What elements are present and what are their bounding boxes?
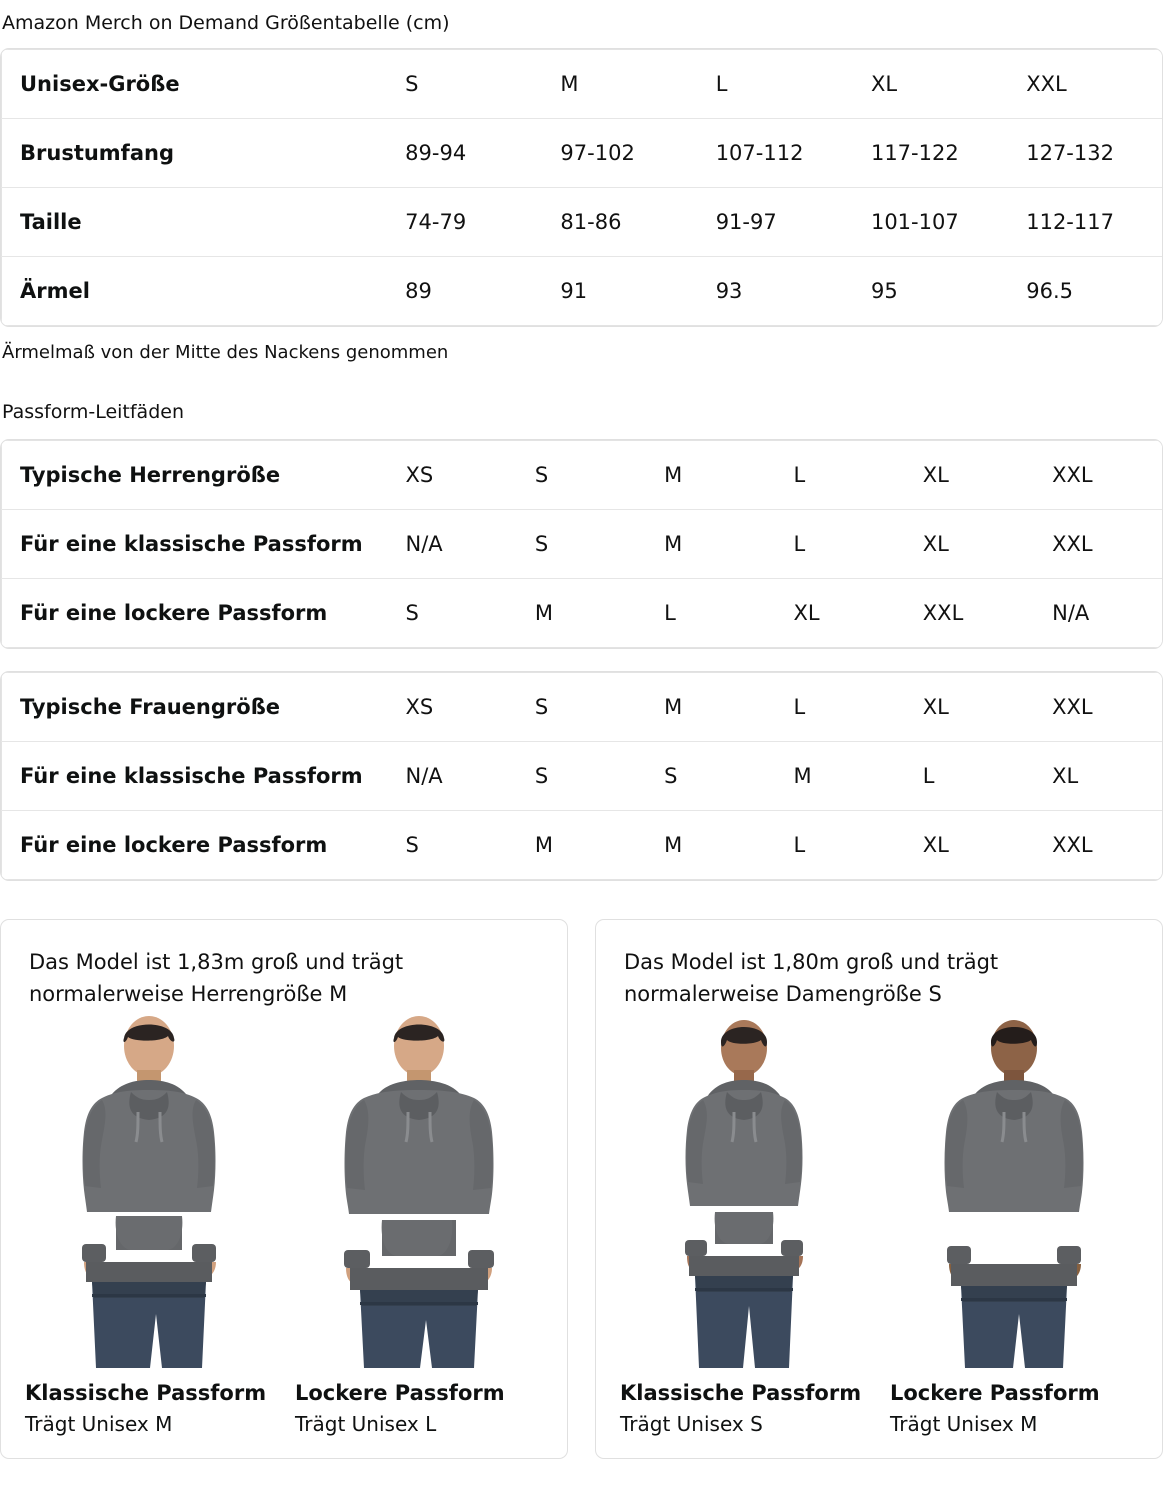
- model-photo-women-classic: [620, 1016, 868, 1368]
- cell-value: 91: [560, 279, 588, 303]
- cell-value: L: [793, 463, 806, 487]
- cell-value: L: [793, 532, 806, 556]
- table-row: [2, 441, 1164, 510]
- cell-value: M: [664, 463, 683, 487]
- table-row: [2, 257, 1164, 326]
- model-fit-label: Klassische Passform: [620, 1381, 862, 1405]
- cell-value: XL: [870, 72, 898, 96]
- cell-value: XXL: [1026, 72, 1067, 96]
- cell-value: 74-79: [405, 210, 467, 234]
- womens-fit-table: [1, 672, 1163, 880]
- womens-fit-table-wrapper: [0, 671, 1163, 881]
- cell-value: S: [534, 463, 549, 487]
- cell-value: XS: [405, 463, 434, 487]
- cell-value: XL: [793, 601, 820, 625]
- row-label: Typische Frauengröße: [20, 695, 281, 719]
- model-photo-men-relaxed: [295, 1016, 543, 1368]
- cell-value: M: [534, 601, 553, 625]
- cell-value: 91-97: [715, 210, 777, 234]
- cell-value: S: [534, 532, 549, 556]
- row-label: Taille: [20, 210, 82, 234]
- cell-value: S: [534, 764, 549, 788]
- table-row: [2, 50, 1164, 119]
- cell-value: 89: [405, 279, 432, 303]
- measurements-table: [1, 49, 1163, 326]
- model-photo-men-classic: [25, 1016, 273, 1368]
- cell-value: S: [664, 764, 678, 788]
- measurements-table-wrapper: [0, 48, 1163, 327]
- model-wears-label: Trägt Unisex M: [890, 1412, 1038, 1436]
- sleeve-measurement-note: Ärmelmaß von der Mitte des Nackens genommen: [2, 342, 449, 363]
- cell-value: XL: [922, 532, 949, 556]
- cell-value: L: [715, 72, 728, 96]
- model-women-relaxed: [890, 1016, 1138, 1438]
- cell-value: S: [405, 72, 419, 96]
- cell-value: L: [793, 695, 806, 719]
- cell-value: XL: [922, 463, 949, 487]
- cell-value: 107-112: [715, 141, 804, 165]
- cell-value: N/A: [405, 764, 443, 788]
- cell-value: 112-117: [1026, 210, 1114, 234]
- cell-value: 93: [715, 279, 743, 303]
- cell-value: 81-86: [560, 210, 622, 234]
- cell-value: M: [560, 72, 579, 96]
- cell-value: S: [405, 601, 419, 625]
- cell-value: 96.5: [1026, 279, 1073, 303]
- cell-value: 117-122: [870, 141, 959, 165]
- cell-value: M: [664, 695, 683, 719]
- fit-guides-label: Passform-Leitfäden: [2, 401, 184, 423]
- cell-value: XL: [1052, 764, 1079, 788]
- model-photo-women-relaxed: [890, 1016, 1138, 1368]
- cell-value: M: [664, 532, 683, 556]
- model-cards: [0, 919, 1167, 1459]
- row-label: Für eine klassische Passform: [20, 532, 363, 556]
- cell-value: 101-107: [870, 210, 959, 234]
- cell-value: 89-94: [405, 141, 467, 165]
- hoodie-figure-icon: [899, 1016, 1129, 1368]
- cell-value: 127-132: [1026, 141, 1114, 165]
- page-title: Amazon Merch on Demand Größentabelle (cm): [2, 12, 450, 34]
- model-fit-label: Lockere Passform: [295, 1381, 505, 1405]
- cell-value: XS: [405, 695, 434, 719]
- model-card-title: Das Model ist 1,80m groß und trägt normalerweise Damengröße S: [624, 950, 999, 1006]
- row-label: Typische Herrengröße: [20, 463, 281, 487]
- cell-value: XXL: [1052, 695, 1093, 719]
- table-row: [2, 673, 1164, 742]
- hoodie-figure-icon: [304, 1016, 534, 1368]
- cell-value: M: [664, 833, 683, 857]
- cell-value: 95: [870, 279, 898, 303]
- cell-value: 97-102: [560, 141, 635, 165]
- model-card-title: Das Model ist 1,83m groß und trägt normalerweise Herrengröße M: [29, 950, 404, 1006]
- model-men-classic: [25, 1016, 273, 1438]
- cell-value: XXL: [1052, 463, 1093, 487]
- table-row: [2, 510, 1164, 579]
- table-row: [2, 811, 1164, 880]
- cell-value: N/A: [405, 532, 443, 556]
- cell-value: XXL: [1052, 532, 1093, 556]
- cell-value: N/A: [1052, 601, 1090, 625]
- cell-value: XXL: [1052, 833, 1093, 857]
- hoodie-figure-icon: [34, 1016, 264, 1368]
- table-row: [2, 188, 1164, 257]
- model-wears-label: Trägt Unisex M: [25, 1412, 173, 1436]
- model-men-relaxed: [295, 1016, 543, 1438]
- cell-value: L: [793, 833, 806, 857]
- cell-value: S: [534, 695, 549, 719]
- model-wears-label: Trägt Unisex L: [295, 1412, 437, 1436]
- cell-value: M: [793, 764, 812, 788]
- model-fit-label: Lockere Passform: [890, 1381, 1100, 1405]
- cell-value: XXL: [922, 601, 964, 625]
- row-label: Ärmel: [20, 279, 90, 303]
- row-label: Für eine lockere Passform: [20, 833, 328, 857]
- model-card-men: [0, 919, 568, 1459]
- cell-value: XL: [922, 695, 949, 719]
- mens-fit-table-wrapper: [0, 439, 1163, 649]
- cell-value: S: [405, 833, 419, 857]
- mens-fit-table: [1, 440, 1163, 648]
- cell-value: L: [922, 764, 935, 788]
- model-wears-label: Trägt Unisex S: [620, 1412, 763, 1436]
- row-label: Brustumfang: [20, 141, 174, 165]
- table-row: [2, 119, 1164, 188]
- cell-value: XL: [922, 833, 949, 857]
- table-row: [2, 579, 1164, 648]
- model-women-classic: [620, 1016, 868, 1438]
- row-label: Für eine klassische Passform: [20, 764, 363, 788]
- cell-value: M: [534, 833, 553, 857]
- model-fit-label: Klassische Passform: [25, 1381, 267, 1405]
- row-label: Für eine lockere Passform: [20, 601, 328, 625]
- model-card-women: [595, 919, 1163, 1459]
- cell-value: L: [664, 601, 676, 625]
- row-label: Unisex-Größe: [20, 72, 180, 96]
- table-row: [2, 742, 1164, 811]
- hoodie-figure-icon: [629, 1016, 859, 1368]
